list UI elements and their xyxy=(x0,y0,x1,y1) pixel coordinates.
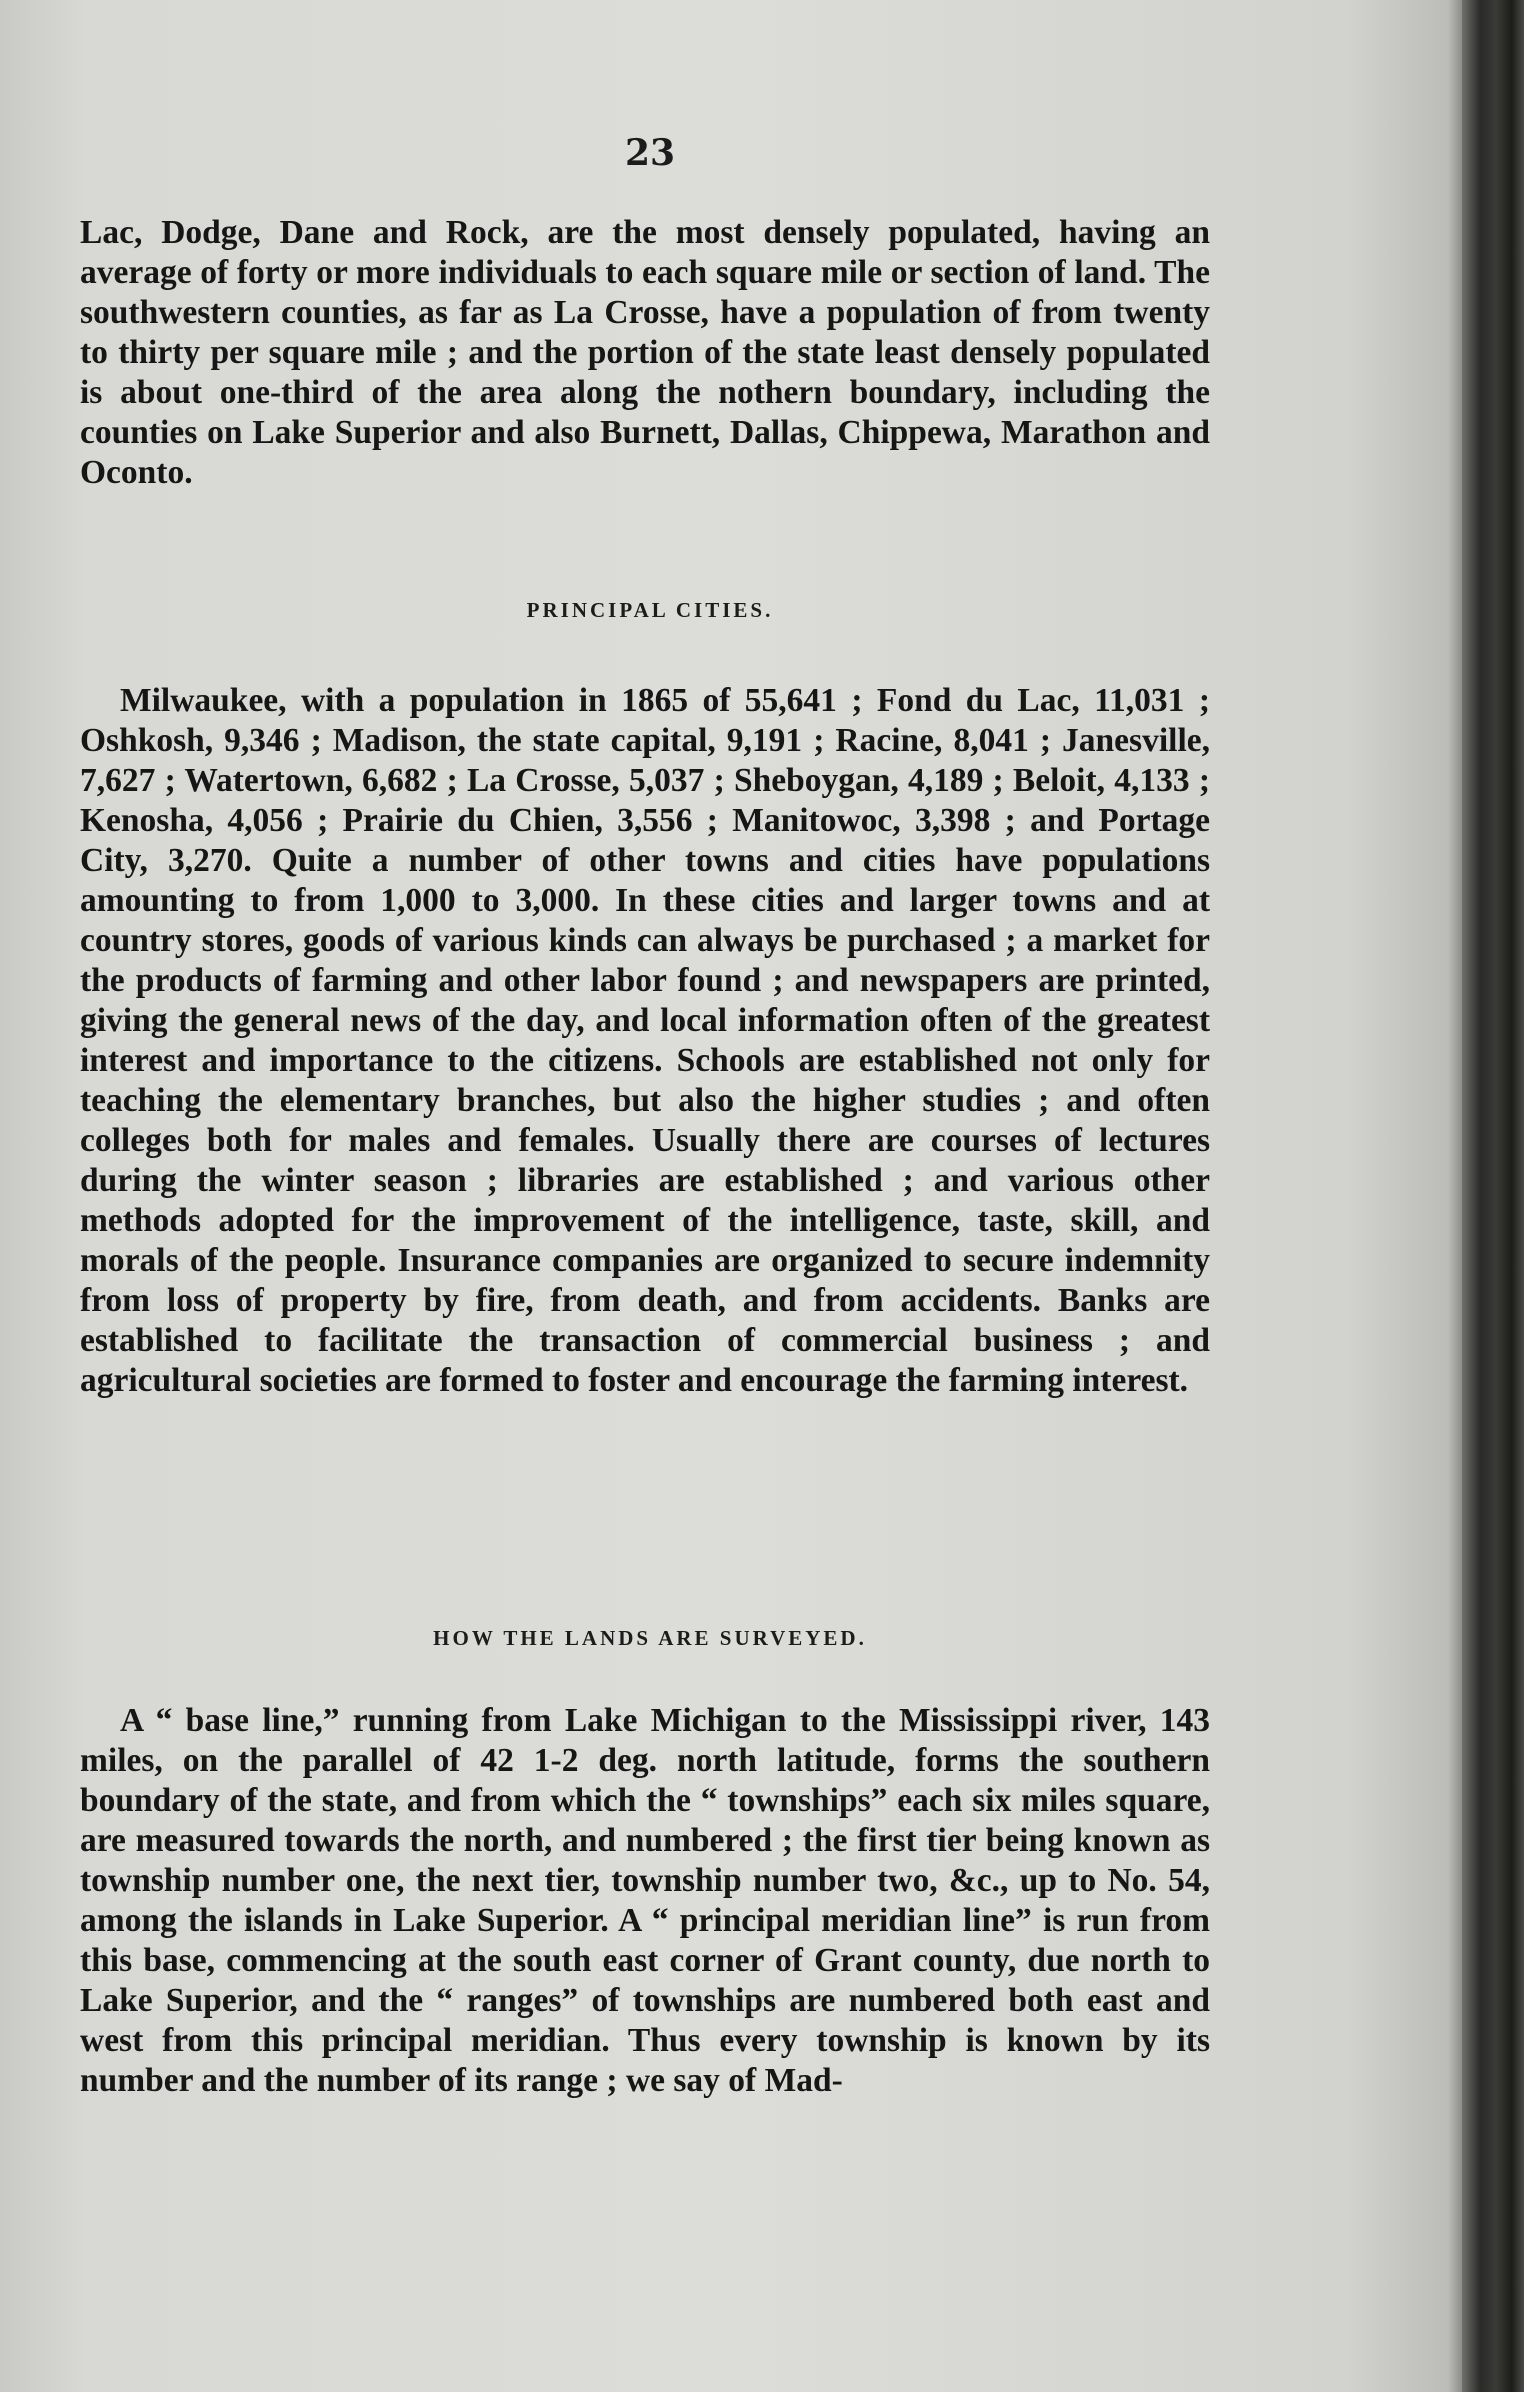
page-gutter-shadow xyxy=(1448,0,1462,2392)
heading-principal-cities: PRINCIPAL CITIES. xyxy=(526,598,774,622)
paragraph-principal-cities: Milwaukee, with a population in 1865 of 55,641 ; Fond du Lac, 11,031 ; Oshkosh, 9,346 ; Madison, the state capital, 9,191 ; Racine, 8,041 ; Janesville, 7,627 ; Watertown, 6,682 ; La Crosse, 5,037 ; Sheboygan, 4,189 ; Beloit, 4,133 ; Kenosha, 4,056 ; Prairie du Chien, 3,556 ; Manitowoc, 3,398 ; and Portage City, 3,270. Quite a number of other towns and cities have populations amounting to from 1,000 to 3,000. In these cities and larger towns and at country stores, goods of various kinds can always be purchased ; a market for the products of farming and other labor found ; and newspapers are printed, giving the general news of the day, and local information often of the greatest interest and importance to the citizens. Schools are established not only for teaching the elementary branches, but also the higher studies ; and often colleges both for males and females. Usually there are courses of lectures during the winter season ; libraries are established ; and various other methods adopted for the improvement of the intelligence, taste, skill, and morals of the people. Insurance companies are organized to secure indemnity from loss of property by fire, from death, and from accidents. Banks are established to facilitate the transaction of commercial business ; and agricultural societies are formed to foster and encourage the farming interest. xyxy=(80,682,1210,1399)
page-number: 23 xyxy=(624,132,676,174)
book-binding xyxy=(1462,0,1524,2392)
paragraph-population-density: Lac, Dodge, Dane and Rock, are the most densely populated, having an average of forty or more individuals to each square mile or section of land. The southwestern counties, as far as La Crosse, have a population of from twenty to thirty per square mile ; and the portion of the state least densely populated is about one-third of the area along the nothern boundary, including the counties on Lake Superior and also Burnett, Dallas, Chippewa, Marathon and Oconto. xyxy=(80,214,1210,491)
paragraph-how-lands-surveyed: A “ base line,” running from Lake Michigan to the Mississippi river, 143 miles, on the parallel of 42 1-2 deg. north latitude, forms the southern boundary of the state, and from which the “ townships” each six miles square, are measured towards the north, and numbered ; the first tier being known as township number one, the next tier, township number two, &c., up to No. 54, among the islands in Lake Superior. A “ principal meridian line” is run from this base, commencing at the south east corner of Grant county, due north to Lake Superior, and the “ ranges” of townships are numbered both east and west from this principal meridian. Thus every township is known by its number and the number of its range ; we say of Mad- xyxy=(80,1702,1210,2099)
heading-how-lands-surveyed: HOW THE LANDS ARE SURVEYED. xyxy=(433,1626,867,1650)
